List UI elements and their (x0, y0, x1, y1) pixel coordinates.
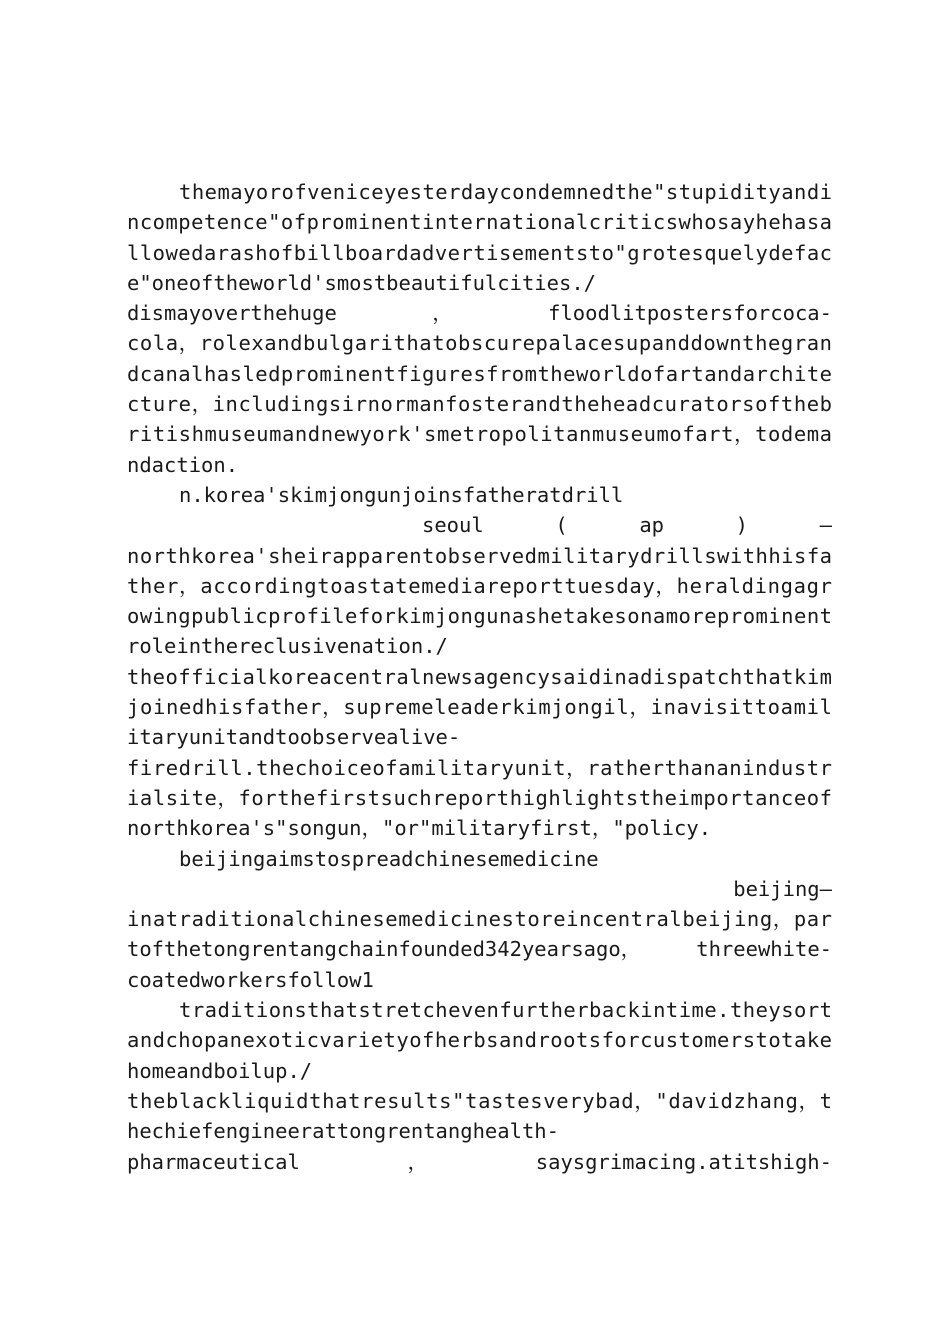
dateline: beijing— (733, 876, 832, 901)
text-line: andchopanexoticvarietyofherbsandrootsforcustomerstotake (127, 1028, 833, 1053)
text-line: hechiefengineerattongrentanghealth- (127, 1119, 559, 1144)
text-line: homeandboilup./ (127, 1058, 313, 1083)
text-line: e"oneoftheworld'smostbeautifulcities./ (127, 270, 596, 295)
text-line: ritishmuseumandnewyork'smetropolitanmuseumofart，todema (127, 422, 833, 447)
text-line: ialsite，forthefirstsuchreporthighlightstheimportanceof (127, 785, 833, 810)
text-line: firedrill.thechoiceofamilitaryunit，ratherthananindustr (127, 755, 833, 780)
text-line: northkorea'sheirapparentobservedmilitarydrillswithhisfa (127, 543, 833, 568)
text-line: theofficialkoreacentralnewsagencysaidinadispatchthatkim (127, 664, 833, 689)
text-line: ther，accordingtoastatemediareporttuesday，heraldingagr (127, 573, 833, 598)
text-line: owingpublicprofileforkimjongunashetakesonamoreprominent (127, 604, 833, 629)
text-line: joinedhisfather，supremeleaderkimjongil，inavisittoamil (127, 695, 833, 720)
text-line: dcanalhasledprominentfiguresfromtheworldofartandarchite (127, 361, 833, 386)
text-line: llowedarashofbillboardadvertisementsto"grotesquelydefac (127, 240, 833, 265)
text-line: traditionsthatstretchevenfurtherbackintime.theysort (179, 998, 833, 1023)
text-line: cola，rolexandbulgarithatobscurepalacesupanddownthegran (127, 331, 833, 356)
text-line: pharmaceutical ， saysgrimacing.atitshigh- (127, 1149, 832, 1174)
text-line: ncompetence"ofprominentinternationalcriticswhosayhehasa (127, 210, 833, 235)
text-line: northkorea's"songun，"or"militaryfirst，"policy. (127, 816, 712, 841)
text-line: themayorofveniceyesterdaycondemnedthe"stupidityandi (179, 180, 833, 204)
text-line: coatedworkersfollow1 (127, 967, 374, 992)
text-line: ndaction. (127, 452, 239, 477)
text-line: inatraditionalchinesemedicinestoreincentralbeijing，par (127, 907, 833, 932)
text-line: cture，includingsirnormanfosterandtheheadcuratorsoftheb (127, 392, 833, 417)
text-line: roleinthereclusivenation./ (127, 634, 448, 659)
text-line: theblackliquidthatresults"tastesverybad，"davidzhang，t (127, 1088, 833, 1113)
text-line: dismayoverthehuge ， floodlitpostersforcoca- (127, 301, 832, 326)
article-body (127, 177, 832, 1177)
text-line: itaryunitandtoobservealive- (127, 725, 461, 750)
article-heading: n.korea'skimjongunjoinsfatheratdrill (179, 482, 624, 507)
dateline: seoul ( ap ) — (422, 513, 832, 538)
article-heading: beijingaimstospreadchinesemedicine (179, 846, 599, 871)
text-line: tofthetongrentangchainfounded342yearsago， threewhite- (127, 937, 832, 962)
